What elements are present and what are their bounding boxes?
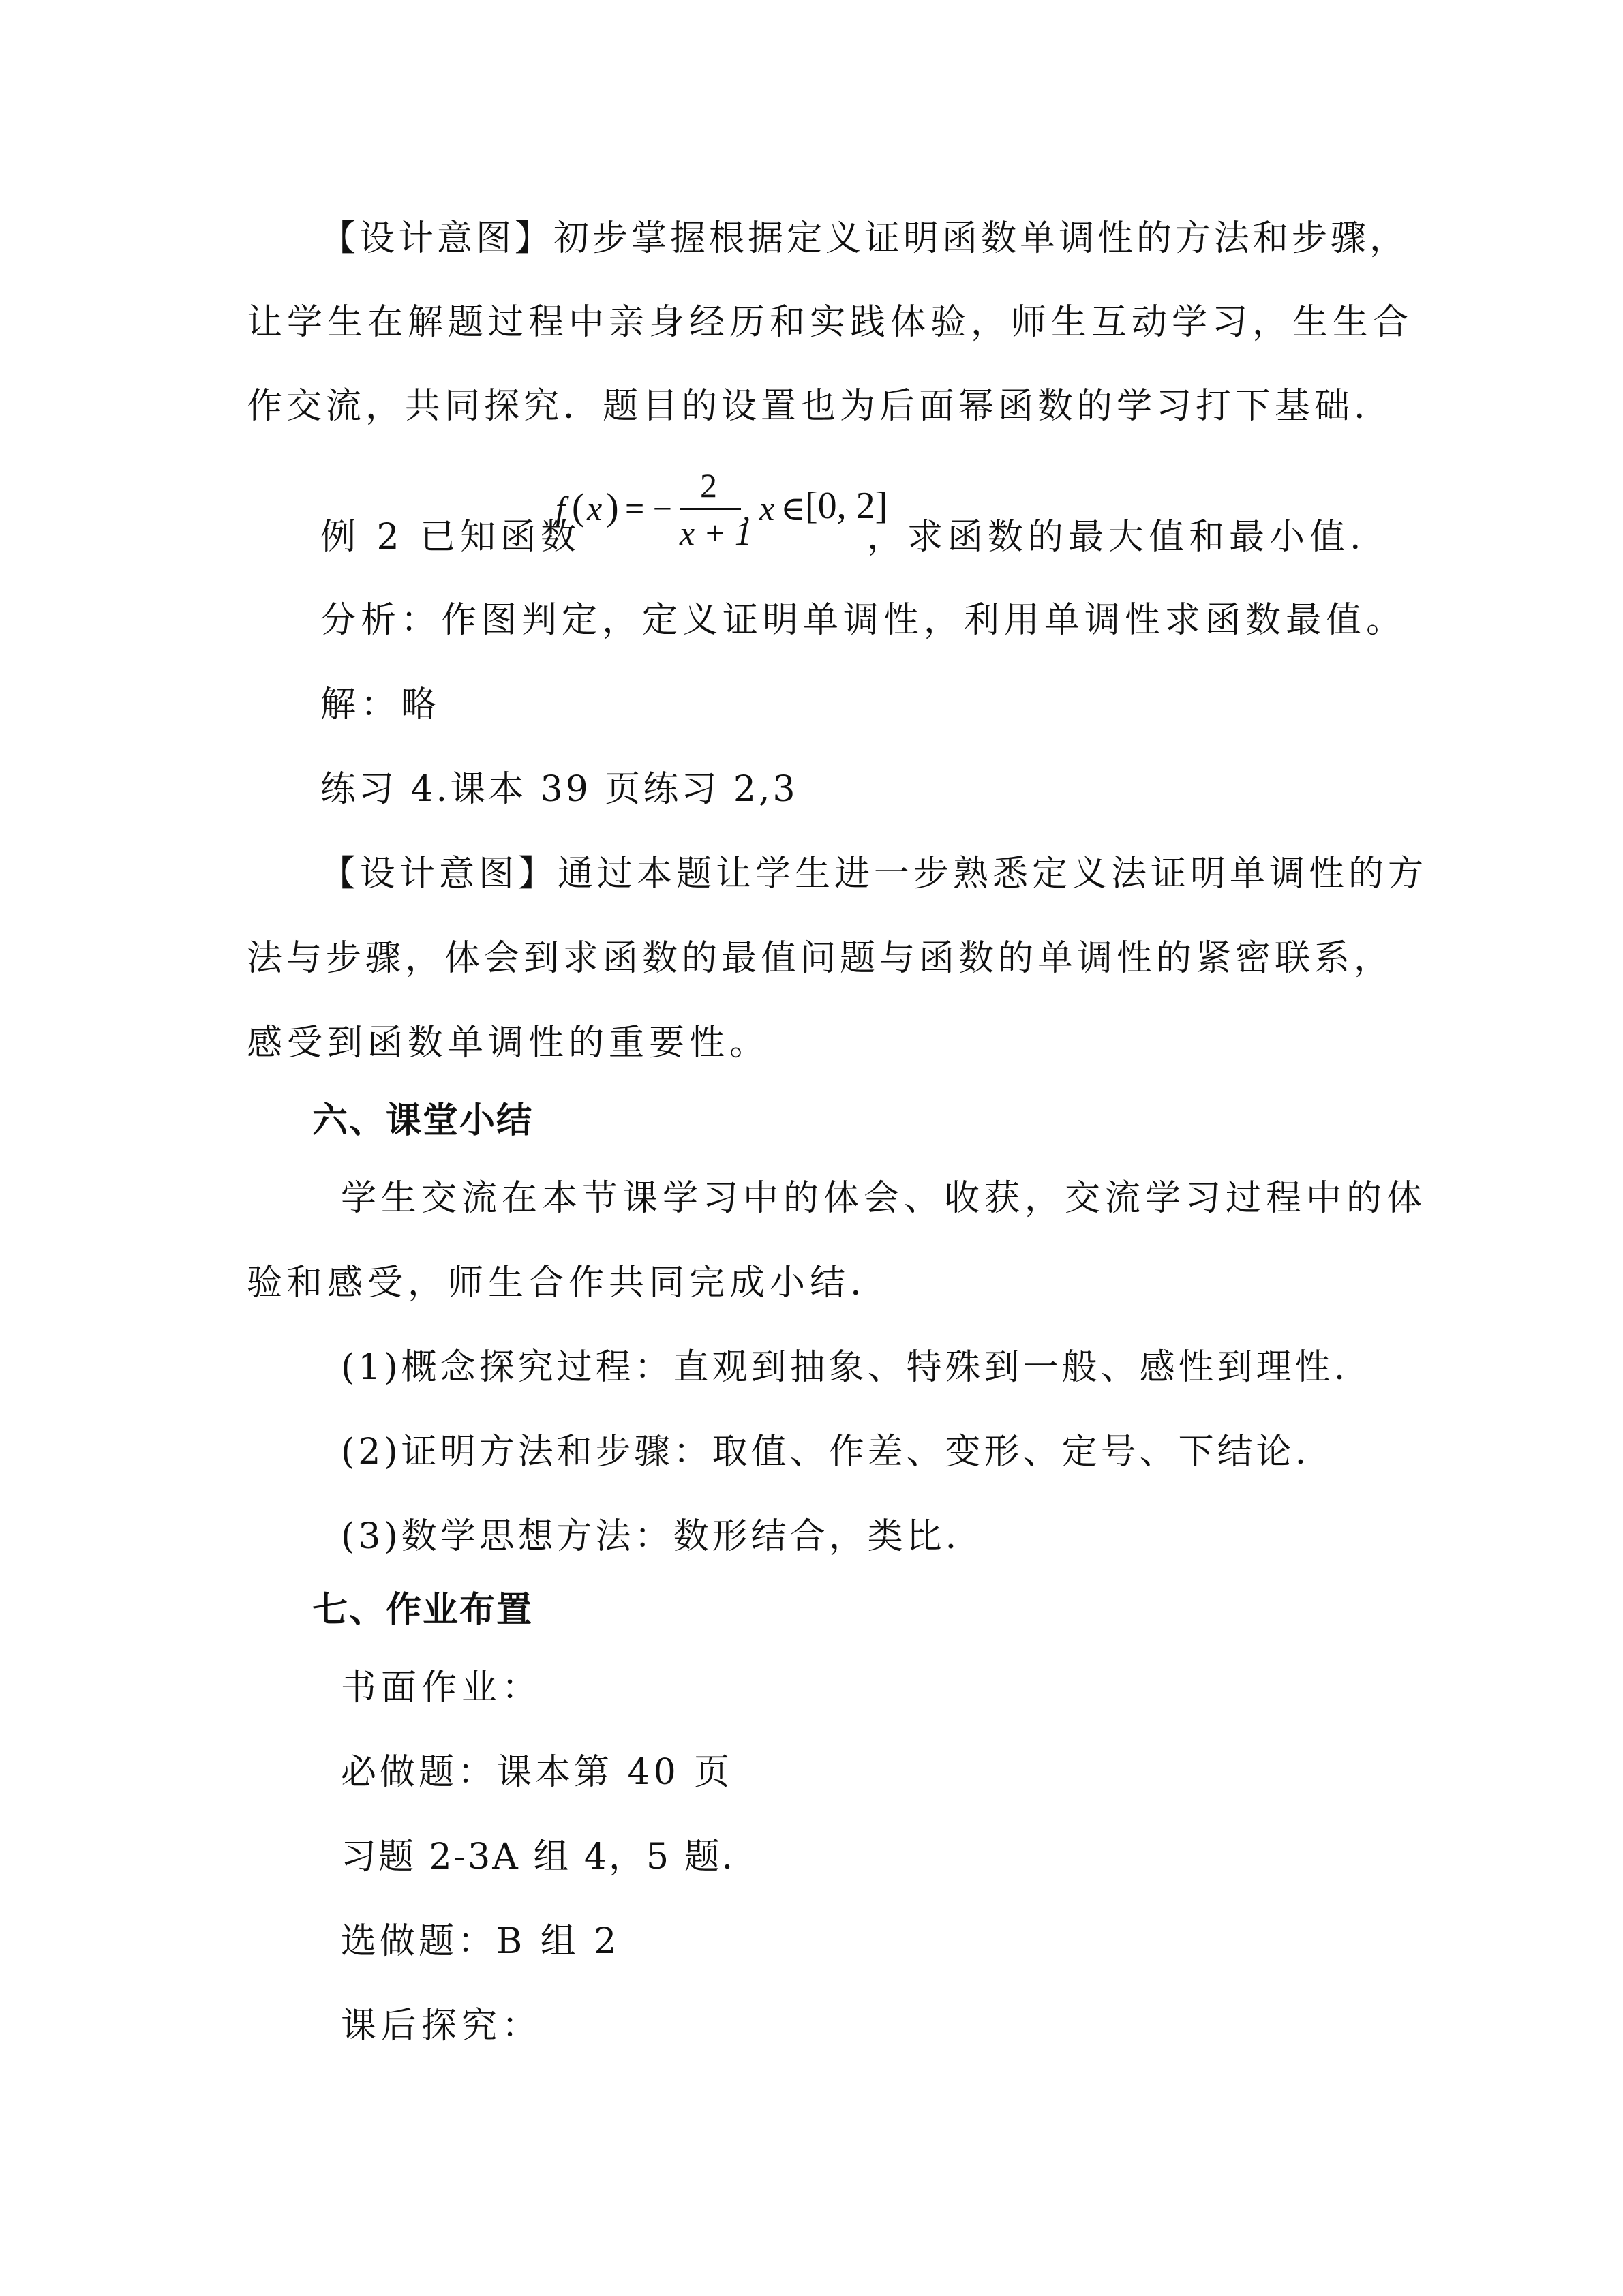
example-2-suffix: ，求函数的最大值和最小值. [867,517,1366,558]
formula-element-of: ∈ [780,489,806,528]
analysis-line: 分析：作图判定，定义证明单调性，利用单调性求函数最值。 [320,600,1407,641]
design-intent-2-line-1: 【设计意图】通过本题让学生进一步熟悉定义法证明单调性的方 [320,854,1428,894]
example-2-formula [556,465,888,567]
formula-fraction-bar [680,508,741,510]
formula-denominator: x + 1 [680,514,752,552]
formula-numerator: 2 [700,466,717,504]
formula-paren-open: ( [572,486,585,528]
section-6-heading: 六、课堂小结 [312,1100,534,1141]
formula-paren-close: ) [606,486,619,528]
homework-required: 必做题：课本第 40 页 [341,1752,733,1793]
summary-item-2: (2)证明方法和步骤：取值、作差、变形、定号、下结论. [341,1432,1310,1472]
section-7-heading: 七、作业布置 [312,1590,534,1631]
summary-intro-line-1: 学生交流在本节课学习中的体会、收获，交流学习过程中的体 [341,1178,1427,1219]
formula-interval: [0, 2] [805,485,888,527]
design-intent-2-line-2: 法与步骤，体会到求函数的最值问题与函数的单调性的紧密联系， [247,938,1394,979]
formula-f: f [556,489,565,528]
homework-written: 书面作业： [341,1667,543,1708]
formula-eq-minus: = − [625,489,672,528]
summary-item-1: (1)概念探究过程：直观到抽象、特殊到一般、感性到理性. [341,1347,1349,1388]
formula-x: x [587,489,603,528]
homework-optional: 选做题：B 组 2 [341,1921,620,1962]
design-intent-1-line-2: 让学生在解题过程中亲身经历和实践体验，师生互动学习，生生合 [247,302,1414,343]
example-2-prefix: 例 2 已知函数 [320,517,581,558]
summary-item-3: (3)数学思想方法：数形结合，类比. [341,1516,960,1557]
formula-comma-x: , x [742,489,775,528]
homework-after-class: 课后探究： [341,2006,543,2046]
design-intent-2-line-3: 感受到函数单调性的重要性。 [247,1023,770,1063]
design-intent-1-line-1: 【设计意图】初步掌握根据定义证明函数单调性的方法和步骤， [320,218,1409,259]
exercise-4-line: 练习 4.课本 39 页练习 2,3 [320,769,798,810]
design-intent-1-line-3: 作交流，共同探究．题目的设置也为后面幂函数的学习打下基础. [247,386,1369,427]
summary-intro-line-2: 验和感受，师生合作共同完成小结. [247,1263,866,1303]
solution-line: 解：略 [320,684,442,725]
homework-exercise-set: 习题 2-3A 组 4，5 题. [341,1837,735,1877]
